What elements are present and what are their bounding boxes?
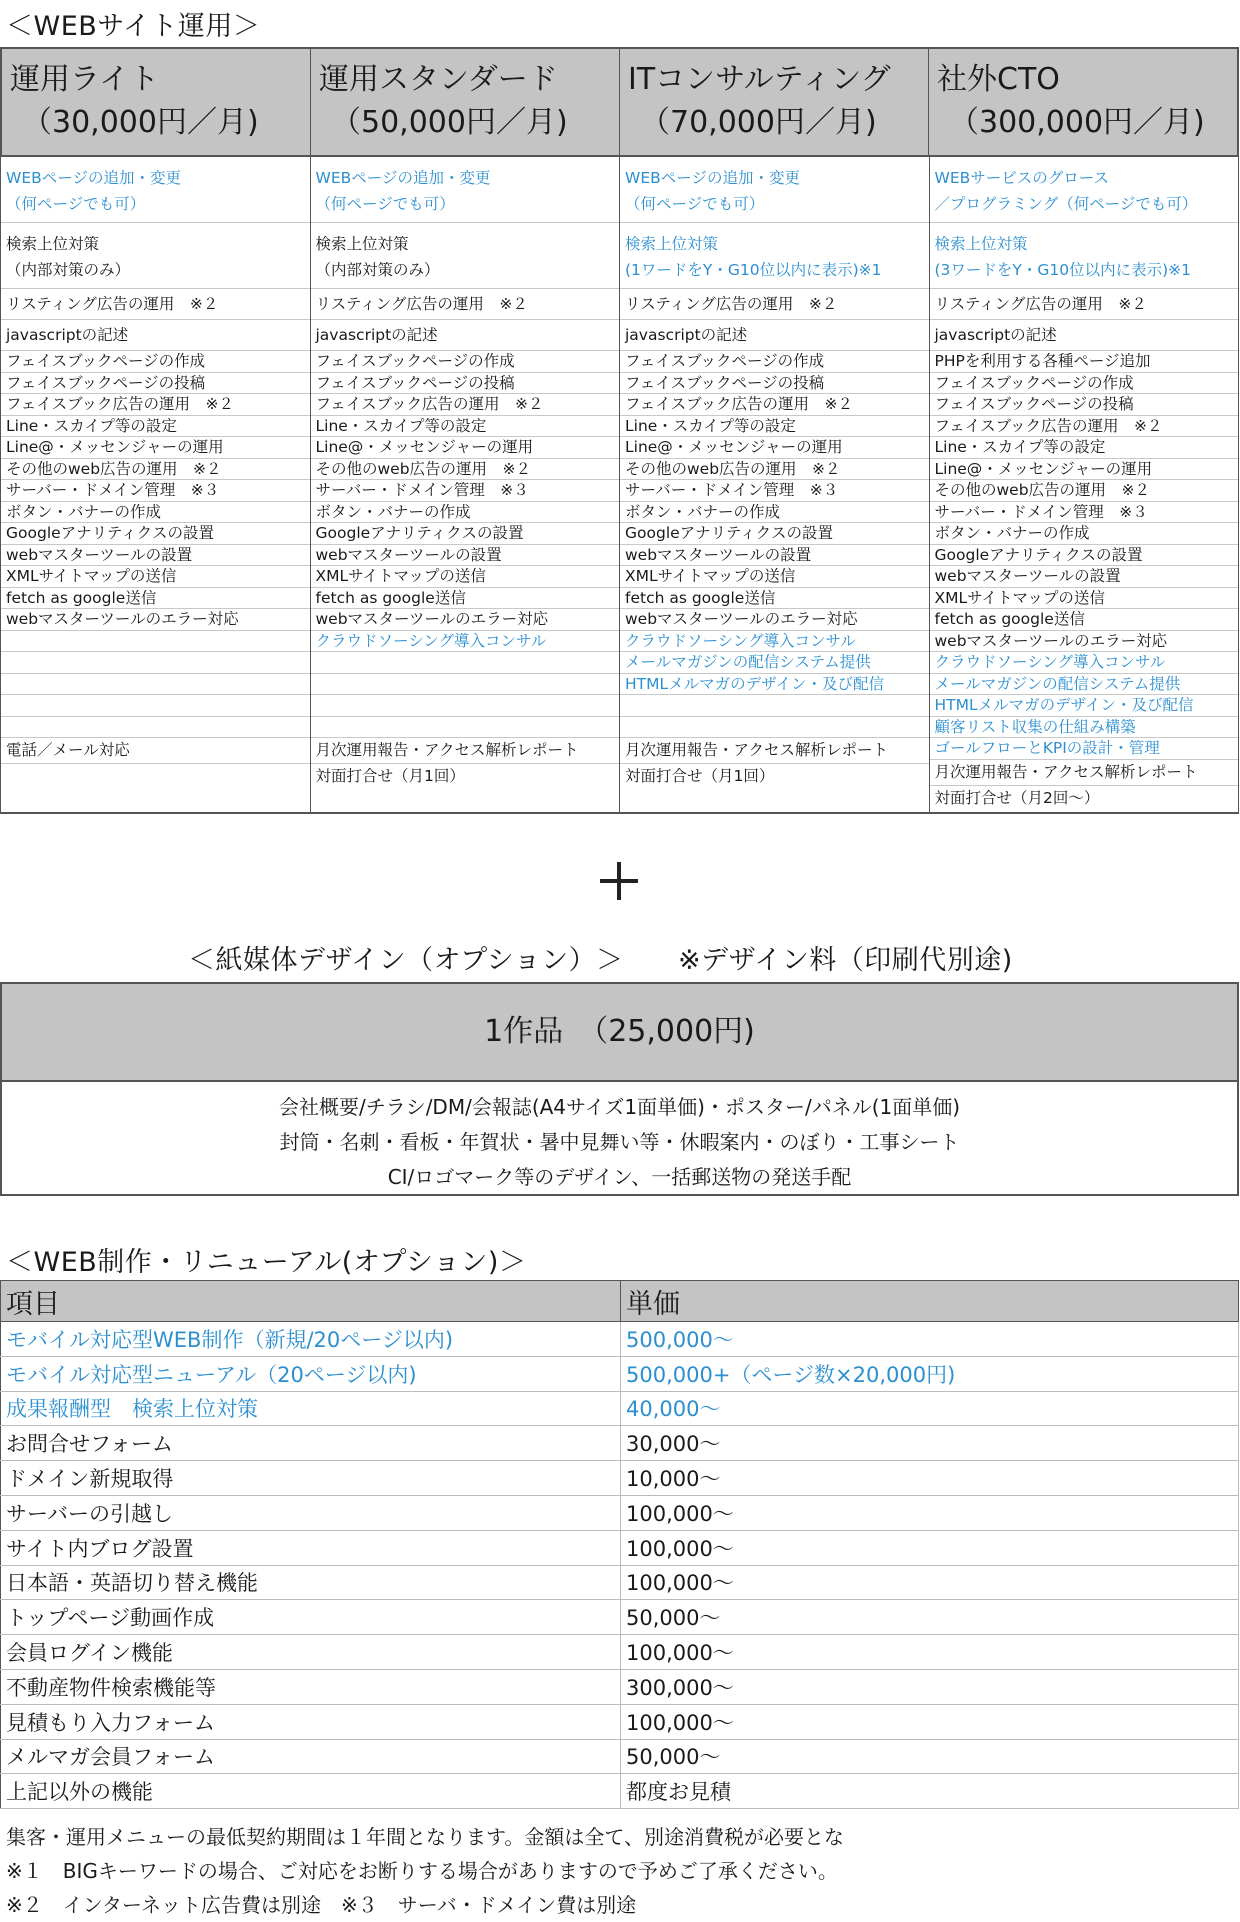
table-header-row: [1, 1281, 1239, 1322]
plan-feature-text: 顧客リスト収集の仕組み構築: [934, 717, 1136, 736]
plan-feature: [930, 717, 1239, 739]
plan-feature: [1, 502, 310, 524]
print-price: 1作品 （25,000円): [2, 984, 1237, 1082]
plan-feature: [930, 394, 1239, 416]
plan-feature: [1, 674, 310, 696]
item-cell: サーバーの引越し: [1, 1495, 621, 1530]
plan-feature-text: 月次運用報告・アクセス解析レポート: [625, 741, 889, 759]
plan-feature-text: クラウドソーシング導入コンサル: [625, 631, 856, 650]
plan-feature: [930, 588, 1239, 610]
plan-feature: [1, 609, 310, 631]
plan-feature: [620, 631, 929, 653]
plan-feature: [620, 437, 929, 459]
table-row: [1, 1461, 1239, 1496]
plan-feature-text: Line・スカイプ等の設定: [315, 416, 487, 435]
plan-feature: [620, 394, 929, 416]
item-cell: メルマガ会員フォーム: [1, 1739, 621, 1774]
plan-feature: [620, 289, 929, 320]
plan-feature: [311, 394, 620, 416]
plan-column-lite: [1, 157, 310, 812]
plan-price: （70,000円／月): [640, 105, 877, 140]
section-title-web-production: ＜WEB制作・リニューアル(オプション)＞: [6, 1247, 527, 1278]
price-cell: 100,000〜: [621, 1565, 1239, 1600]
plan-feature-text: Line@・メッセンジャーの運用: [6, 438, 224, 456]
plan-feature-text: 対面打合せ（月2回〜）: [934, 788, 1100, 807]
plan-feature: [311, 609, 620, 631]
item-cell: モバイル対応型ニューアル（20ページ以内): [1, 1356, 621, 1391]
price-cell: 都度お見積: [621, 1774, 1239, 1809]
plan-feature-text: サーバー・ドメイン管理 ※３: [6, 481, 220, 499]
plan-feature-text: メールマガジンの配信システム提供: [625, 653, 871, 671]
plan-feature-text: （何ページでも可）: [6, 195, 146, 213]
plan-feature-text: その他のweb広告の運用 ※２: [625, 459, 841, 478]
plan-feature: [620, 674, 929, 696]
plan-feature: [1, 351, 310, 373]
item-cell: 成果報酬型 検索上位対策: [1, 1391, 621, 1426]
plan-feature: [1, 717, 310, 739]
plan-feature: [930, 416, 1239, 438]
column-header-price: 単価: [621, 1281, 1239, 1322]
item-cell: サイト内ブログ設置: [1, 1530, 621, 1565]
plan-feature: [311, 545, 620, 567]
plan-feature: [620, 416, 929, 438]
table-row: [1, 1530, 1239, 1565]
plan-feature-text: リスティング広告の運用 ※２: [6, 295, 219, 313]
plan-feature-text: Line@・メッセンジャーの運用: [625, 438, 843, 456]
plan-feature-text: 月次運用報告・アクセス解析レポート: [315, 741, 579, 759]
plan-feature: [311, 523, 620, 545]
plan-feature-text: （内部対策のみ）: [6, 261, 131, 279]
plan-feature: [620, 157, 929, 223]
plan-feature: [1, 320, 310, 351]
plan-feature: [620, 588, 929, 610]
plan-feature: [620, 502, 929, 524]
plan-feature: [1, 738, 310, 764]
plan-feature-text: XMLサイトマップの送信: [315, 567, 486, 585]
plan-feature: [311, 652, 620, 674]
plan-feature-text: Googleアナリティクスの設置: [625, 524, 833, 542]
web-table-body: [1, 1322, 1239, 1809]
plan-feature: [930, 351, 1239, 373]
plan-feature-text: その他のweb広告の運用 ※２: [6, 459, 222, 478]
plan-feature-text: その他のweb広告の運用 ※２: [315, 459, 532, 478]
plan-feature-text: fetch as google送信: [625, 588, 776, 607]
plan-feature-text: ボタン・バナーの作成: [315, 502, 471, 521]
footnotes: [6, 1820, 844, 1922]
plan-feature-text: javascriptの記述: [934, 326, 1057, 344]
plan-feature: [620, 223, 929, 289]
plan-feature: [311, 738, 620, 764]
plan-feature-text: webマスターツールのエラー対応: [6, 610, 239, 628]
plan-feature-text: WEBサービスのグロース: [934, 169, 1109, 187]
plan-feature: [311, 157, 620, 223]
plan-feature: [930, 545, 1239, 567]
price-cell: 30,000〜: [621, 1426, 1239, 1461]
plan-feature: [930, 437, 1239, 459]
plan-feature: [930, 631, 1239, 653]
price-cell: 50,000〜: [621, 1739, 1239, 1774]
plan-header-standard: [310, 49, 619, 155]
plan-feature-text: HTMLメルマガのデザイン・及び配信: [625, 674, 885, 693]
plan-feature: [620, 320, 929, 351]
plan-feature: [620, 695, 929, 717]
plan-feature-text: その他のweb広告の運用 ※２: [934, 481, 1151, 499]
plan-feature: [620, 373, 929, 395]
print-section-title: ＜紙媒体デザイン（オプション）＞: [188, 945, 624, 976]
plan-feature: [930, 223, 1239, 289]
price-cell: 300,000〜: [621, 1669, 1239, 1704]
plan-feature-text: クラウドソーシング導入コンサル: [934, 653, 1166, 671]
plan-price: （50,000円／月): [331, 105, 568, 140]
item-cell: 日本語・英語切り替え機能: [1, 1565, 621, 1600]
plan-feature-text: HTMLメルマガのデザイン・及び配信: [934, 696, 1194, 714]
table-row: [1, 1495, 1239, 1530]
price-cell: 100,000〜: [621, 1704, 1239, 1739]
item-cell: 会員ログイン機能: [1, 1635, 621, 1670]
plan-feature: [1, 416, 310, 438]
plan-feature: [311, 695, 620, 717]
plan-feature-text: フェイスブック広告の運用 ※２: [6, 395, 234, 413]
plan-feature: [930, 480, 1239, 502]
plan-feature-text: （内部対策のみ）: [315, 261, 440, 279]
plan-feature: [930, 566, 1239, 588]
plan-feature-text: Googleアナリティクスの設置: [315, 524, 524, 542]
plan-feature: [930, 320, 1239, 351]
plan-feature: [930, 786, 1239, 812]
plan-name: 運用ライト: [10, 62, 160, 97]
plan-feature-text: Googleアナリティクスの設置: [6, 524, 214, 542]
plan-name: 社外CTO: [937, 62, 1060, 97]
price-cell: 100,000〜: [621, 1530, 1239, 1565]
print-line: 会社概要/チラシ/DM/会報誌(A4サイズ1面単価)・ポスター/パネル(1面単価): [278, 1095, 961, 1119]
plan-feature-text: webマスターツールのエラー対応: [934, 631, 1168, 650]
plan-feature-text: XMLサイトマップの送信: [6, 567, 177, 585]
item-cell: モバイル対応型WEB制作（新規/20ページ以内): [1, 1322, 621, 1357]
plan-header-cto: [928, 49, 1237, 155]
plan-column-standard: [310, 157, 620, 812]
price-cell: 100,000〜: [621, 1635, 1239, 1670]
print-section-note: ※デザイン料（印刷代別途): [678, 945, 1013, 976]
plan-feature-text: 検索上位対策: [315, 235, 409, 253]
price-cell: 50,000〜: [621, 1600, 1239, 1635]
plan-feature-text: フェイスブック広告の運用 ※２: [934, 416, 1163, 435]
plan-feature-text: フェイスブックページの作成: [625, 352, 825, 370]
plan-feature-text: fetch as google送信: [934, 610, 1085, 628]
plan-feature: [930, 373, 1239, 395]
price-cell: 500,000+（ページ数×20,000円): [621, 1356, 1239, 1391]
plan-feature-text: フェイスブックページの作成: [934, 373, 1134, 392]
item-cell: ドメイン新規取得: [1, 1461, 621, 1496]
plan-feature: [620, 480, 929, 502]
item-cell: 上記以外の機能: [1, 1774, 621, 1809]
plan-feature-text: fetch as google送信: [6, 588, 157, 607]
price-cell: 500,000〜: [621, 1322, 1239, 1357]
plan-feature-text: 検索上位対策: [625, 235, 719, 253]
price-cell: 100,000〜: [621, 1495, 1239, 1530]
plan-feature-text: webマスターツールのエラー対応: [315, 610, 549, 628]
plan-feature: [1, 459, 310, 481]
plan-price: （300,000円／月): [949, 105, 1205, 140]
plan-feature-text: Line@・メッセンジャーの運用: [315, 438, 534, 456]
plan-price: （30,000円／月): [22, 105, 259, 140]
plan-feature-text: リスティング広告の運用 ※２: [934, 295, 1147, 313]
plan-feature: [311, 631, 620, 653]
table-row: [1, 1635, 1239, 1670]
plan-feature: [620, 566, 929, 588]
plan-feature: [311, 588, 620, 610]
plan-feature: [1, 523, 310, 545]
item-cell: 見積もり入力フォーム: [1, 1704, 621, 1739]
plan-feature-text: リスティング広告の運用 ※２: [625, 295, 838, 313]
plan-feature-text: Line・スカイプ等の設定: [625, 416, 796, 435]
plan-feature-text: javascriptの記述: [625, 326, 748, 344]
plan-feature-text: サーバー・ドメイン管理 ※３: [934, 502, 1148, 521]
plan-header-it-consulting: [619, 49, 928, 155]
plan-feature: [930, 289, 1239, 320]
plan-feature-text: 対面打合せ（月1回）: [625, 767, 775, 785]
plan-feature-text: webマスターツールのエラー対応: [625, 610, 858, 628]
plan-feature: [620, 351, 929, 373]
table-row: [1, 1426, 1239, 1461]
plan-feature: [1, 437, 310, 459]
plan-feature-text: ／プログラミング（何ページでも可）: [934, 195, 1198, 213]
plan-feature: [930, 674, 1239, 696]
plan-feature-text: フェイスブック広告の運用 ※２: [315, 395, 544, 413]
plan-feature-text: webマスターツールの設置: [934, 567, 1121, 585]
plan-feature-text: 電話／メール対応: [6, 741, 130, 759]
plan-feature-text: (1ワードをY・G10位以内に表示)※1: [625, 261, 882, 279]
plan-feature-text: サーバー・ドメイン管理 ※３: [625, 481, 839, 499]
print-line: CI/ロゴマーク等のデザイン、一括郵送物の発送手配: [387, 1165, 852, 1189]
plans-table: [0, 47, 1239, 814]
plan-feature: [1, 289, 310, 320]
plan-feature-text: 検索上位対策: [934, 235, 1028, 253]
print-description: [2, 1082, 1237, 1195]
plan-feature-text: XMLサイトマップの送信: [934, 588, 1105, 607]
plans-body: [0, 157, 1239, 814]
plan-feature-text: Line・スカイプ等の設定: [934, 438, 1106, 456]
plan-feature-text: Line@・メッセンジャーの運用: [934, 459, 1153, 478]
plus-icon: [600, 862, 638, 900]
table-row: [1, 1774, 1239, 1809]
plan-feature-text: ボタン・バナーの作成: [934, 524, 1090, 542]
plan-feature-text: フェイスブックページの投稿: [315, 373, 515, 392]
plan-feature: [1, 566, 310, 588]
plan-feature-text: サーバー・ドメイン管理 ※３: [315, 481, 529, 499]
table-row: [1, 1391, 1239, 1426]
plan-feature: [1, 394, 310, 416]
plan-feature: [620, 717, 929, 739]
plan-feature-text: フェイスブック広告の運用 ※２: [625, 395, 853, 413]
plan-feature: [1, 480, 310, 502]
plan-feature-text: フェイスブックページの投稿: [934, 395, 1134, 413]
plan-feature-text: ボタン・バナーの作成: [625, 502, 781, 521]
plan-feature: [311, 289, 620, 320]
plan-feature: [311, 717, 620, 739]
plan-feature-text: （何ページでも可）: [315, 195, 455, 213]
plan-feature-text: javascriptの記述: [315, 326, 438, 344]
plan-feature: [1, 764, 310, 790]
plan-feature: [311, 320, 620, 351]
print-line: 封筒・名刺・看板・年賀状・暑中見舞い等・休暇案内・のぼり・工事シート: [279, 1130, 960, 1154]
table-row: [1, 1704, 1239, 1739]
plan-feature: [620, 764, 929, 790]
price-cell: 40,000〜: [621, 1391, 1239, 1426]
plan-feature-text: WEBページの追加・変更: [6, 169, 181, 187]
plan-name: ITコンサルティング: [628, 62, 891, 97]
plan-feature: [1, 588, 310, 610]
plan-column-cto: [929, 157, 1239, 812]
table-row: [1, 1356, 1239, 1391]
plan-feature: [930, 609, 1239, 631]
plan-feature-text: PHPを利用する各種ページ追加: [934, 352, 1151, 370]
plan-feature-text: Googleアナリティクスの設置: [934, 545, 1143, 564]
plan-feature: [930, 523, 1239, 545]
plan-feature: [311, 223, 620, 289]
item-cell: お問合せフォーム: [1, 1426, 621, 1461]
plan-feature: [311, 764, 620, 790]
plan-feature: [620, 652, 929, 674]
plan-feature: [620, 738, 929, 764]
plan-feature-text: XMLサイトマップの送信: [625, 567, 796, 585]
plan-feature-text: 対面打合せ（月1回）: [315, 767, 465, 785]
plan-feature: [930, 652, 1239, 674]
plan-feature: [620, 459, 929, 481]
plan-name: 運用スタンダード: [319, 62, 558, 97]
price-cell: 10,000〜: [621, 1461, 1239, 1496]
plan-feature: [1, 695, 310, 717]
plan-feature: [1, 631, 310, 653]
section-title-web-operation: ＜WEBサイト運用＞: [6, 11, 261, 42]
plan-feature-text: webマスターツールの設置: [6, 545, 193, 564]
plan-feature-text: fetch as google送信: [315, 588, 466, 607]
plan-feature: [930, 157, 1239, 223]
plan-feature: [620, 545, 929, 567]
plan-feature: [1, 223, 310, 289]
plan-feature: [311, 566, 620, 588]
plan-feature-text: フェイスブックページの投稿: [6, 373, 206, 392]
plan-feature-text: WEBページの追加・変更: [625, 169, 800, 187]
plan-feature: [311, 351, 620, 373]
plan-feature-text: メールマガジンの配信システム提供: [934, 674, 1181, 693]
plan-feature: [311, 373, 620, 395]
table-row: [1, 1322, 1239, 1357]
plan-feature-text: webマスターツールの設置: [625, 545, 812, 564]
plan-feature-text: (3ワードをY・G10位以内に表示)※1: [934, 261, 1192, 279]
plan-feature: [930, 695, 1239, 717]
plan-feature: [930, 459, 1239, 481]
plan-feature-text: フェイスブックページの作成: [6, 352, 206, 370]
plan-feature: [1, 157, 310, 223]
print-design-box: [0, 982, 1239, 1196]
plan-feature-text: 月次運用報告・アクセス解析レポート: [934, 762, 1198, 781]
plan-feature: [1, 545, 310, 567]
plan-feature-text: webマスターツールの設置: [315, 545, 502, 564]
table-row: [1, 1565, 1239, 1600]
plan-feature-text: ゴールフローとKPIの設計・管理: [934, 739, 1160, 757]
plan-column-it-consulting: [619, 157, 929, 812]
plan-header-lite: [2, 49, 310, 155]
plan-feature-text: （何ページでも可）: [625, 195, 765, 213]
plan-feature: [620, 523, 929, 545]
footnote: ※２ インターネット広告費は別途 ※３ サーバ・ドメイン費は別途: [6, 1893, 637, 1917]
plan-feature-text: WEBページの追加・変更: [315, 169, 491, 187]
item-cell: 不動産物件検索機能等: [1, 1669, 621, 1704]
plan-feature-text: フェイスブックページの作成: [315, 352, 515, 370]
plan-feature-text: フェイスブックページの投稿: [625, 373, 825, 392]
plan-feature: [311, 459, 620, 481]
table-row: [1, 1669, 1239, 1704]
plan-feature-text: javascriptの記述: [6, 326, 129, 344]
web-production-table: [0, 1280, 1239, 1809]
plan-feature-text: Line・スカイプ等の設定: [6, 416, 177, 435]
footnote: 集客・運用メニューの最低契約期間は１年間となります。金額は全て、別途消費税が必要とな: [6, 1825, 844, 1849]
footnote: ※１ BIGキーワードの場合、ご対応をお断りする場合がありますので予めご了承ください。: [6, 1859, 838, 1883]
plan-feature: [930, 502, 1239, 524]
plan-feature-text: ボタン・バナーの作成: [6, 502, 162, 521]
plan-feature: [930, 760, 1239, 786]
plans-header-row: [0, 47, 1239, 157]
item-cell: トップページ動画作成: [1, 1600, 621, 1635]
plan-feature-text: 検索上位対策: [6, 235, 100, 253]
plan-feature: [311, 480, 620, 502]
plan-feature-text: クラウドソーシング導入コンサル: [315, 631, 547, 650]
plan-feature: [620, 609, 929, 631]
plan-feature: [930, 738, 1239, 760]
table-row: [1, 1739, 1239, 1774]
plan-feature: [311, 416, 620, 438]
table-row: [1, 1600, 1239, 1635]
plan-feature: [311, 674, 620, 696]
plan-feature-text: リスティング広告の運用 ※２: [315, 295, 528, 313]
column-header-item: 項目: [1, 1281, 621, 1322]
plan-feature: [1, 652, 310, 674]
plan-feature: [311, 502, 620, 524]
plan-feature: [311, 437, 620, 459]
plan-feature: [1, 373, 310, 395]
